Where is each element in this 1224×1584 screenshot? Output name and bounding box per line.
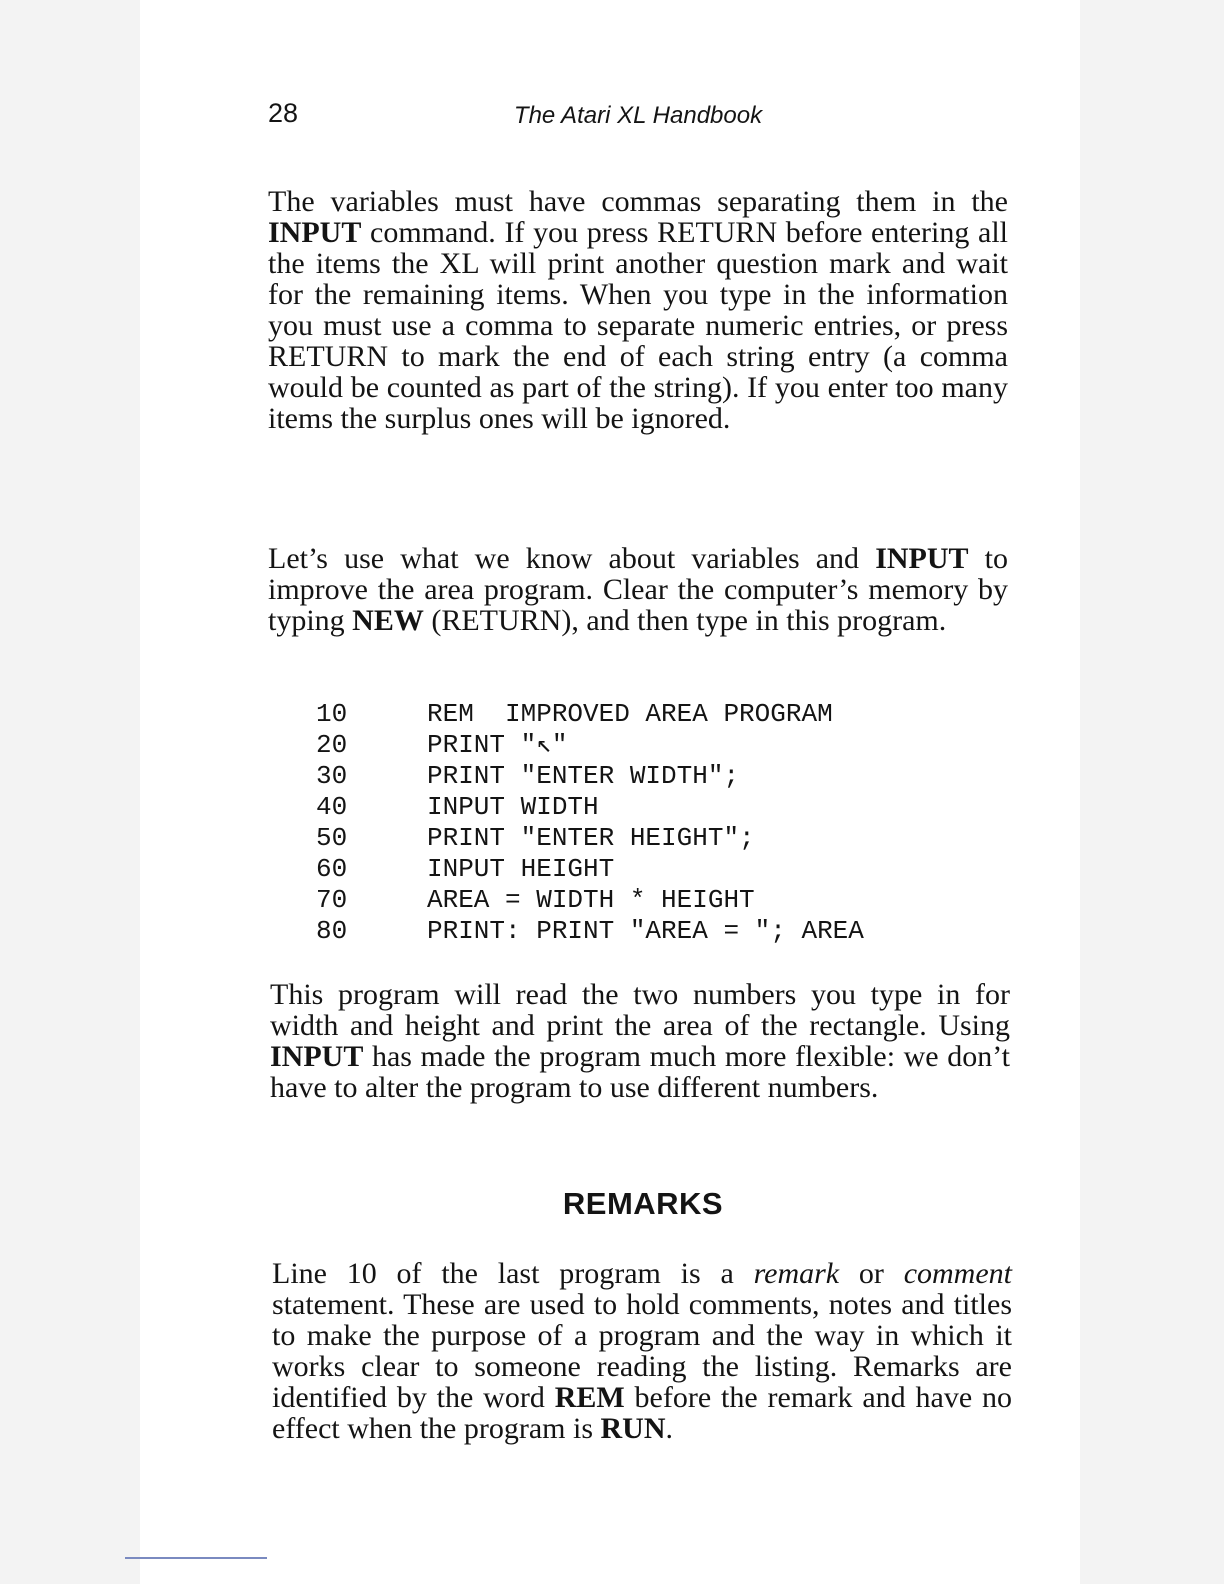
code-statement: INPUT HEIGHT — [427, 854, 615, 884]
program-listing — [316, 699, 864, 947]
line-number: 30 — [316, 761, 348, 791]
footer-rule — [125, 1557, 267, 1559]
code-statement: PRINT: PRINT "AREA = "; AREA — [427, 916, 864, 946]
page-number: 28 — [268, 98, 299, 128]
code-line — [316, 730, 864, 761]
line-number: 20 — [316, 730, 348, 760]
code-line — [316, 885, 864, 916]
code-statement: PRINT "ENTER HEIGHT"; — [427, 823, 755, 853]
code-statement: REM IMPROVED AREA PROGRAM — [427, 699, 833, 729]
line-number: 10 — [316, 699, 348, 729]
code-statement: PRINT "ENTER WIDTH"; — [427, 761, 740, 791]
code-statement: INPUT WIDTH — [427, 792, 599, 822]
code-line — [316, 699, 864, 730]
line-number: 40 — [316, 792, 348, 822]
line-number: 60 — [316, 854, 348, 884]
code-line — [316, 916, 864, 947]
code-line — [316, 823, 864, 854]
paragraph-program-explanation: This program will read the two numbers you type in for width and height and print the area of the rectangle. Using INPUT has made the program much more flexible: we don’t have to alter the program to use different numbers. — [270, 978, 1010, 1104]
paragraph-improve-program: Let’s use what we know about variables and INPUT to improve the area program. Clear the computer’s memory by typing NEW (RETURN), and then type in this program. — [268, 542, 1008, 637]
code-line — [316, 792, 864, 823]
paragraph-input-commas: The variables must have commas separating them in the INPUT command. If you press RETURN before entering all the items the XL will print another question mark and wait for the remaining items. When you type in the information you must use a comma to separate numeric entries, or press RETURN to mark the end of each string entry (a comma would be counted as part of the string). If you enter too many items the surplus ones will be ignored. — [268, 185, 1008, 435]
line-number: 80 — [316, 916, 348, 946]
line-number: 70 — [316, 885, 348, 915]
code-statement: AREA = WIDTH * HEIGHT — [427, 885, 755, 915]
code-statement: PRINT "↖" — [427, 730, 568, 760]
page-header — [268, 98, 1008, 138]
code-line — [316, 761, 864, 792]
line-number: 50 — [316, 823, 348, 853]
section-heading: REMARKS — [562, 1186, 724, 1221]
paragraph-remarks: Line 10 of the last program is a remark or comment statement. These are used to hold comments, notes and titles to make the purpose of a program and the way in which it works clear to someone reading the listing. Remarks are identified by the word REM before the remark and have no effect when the program is RUN. — [272, 1257, 1012, 1445]
code-line — [316, 854, 864, 885]
running-title: The Atari XL Handbook — [513, 102, 763, 129]
